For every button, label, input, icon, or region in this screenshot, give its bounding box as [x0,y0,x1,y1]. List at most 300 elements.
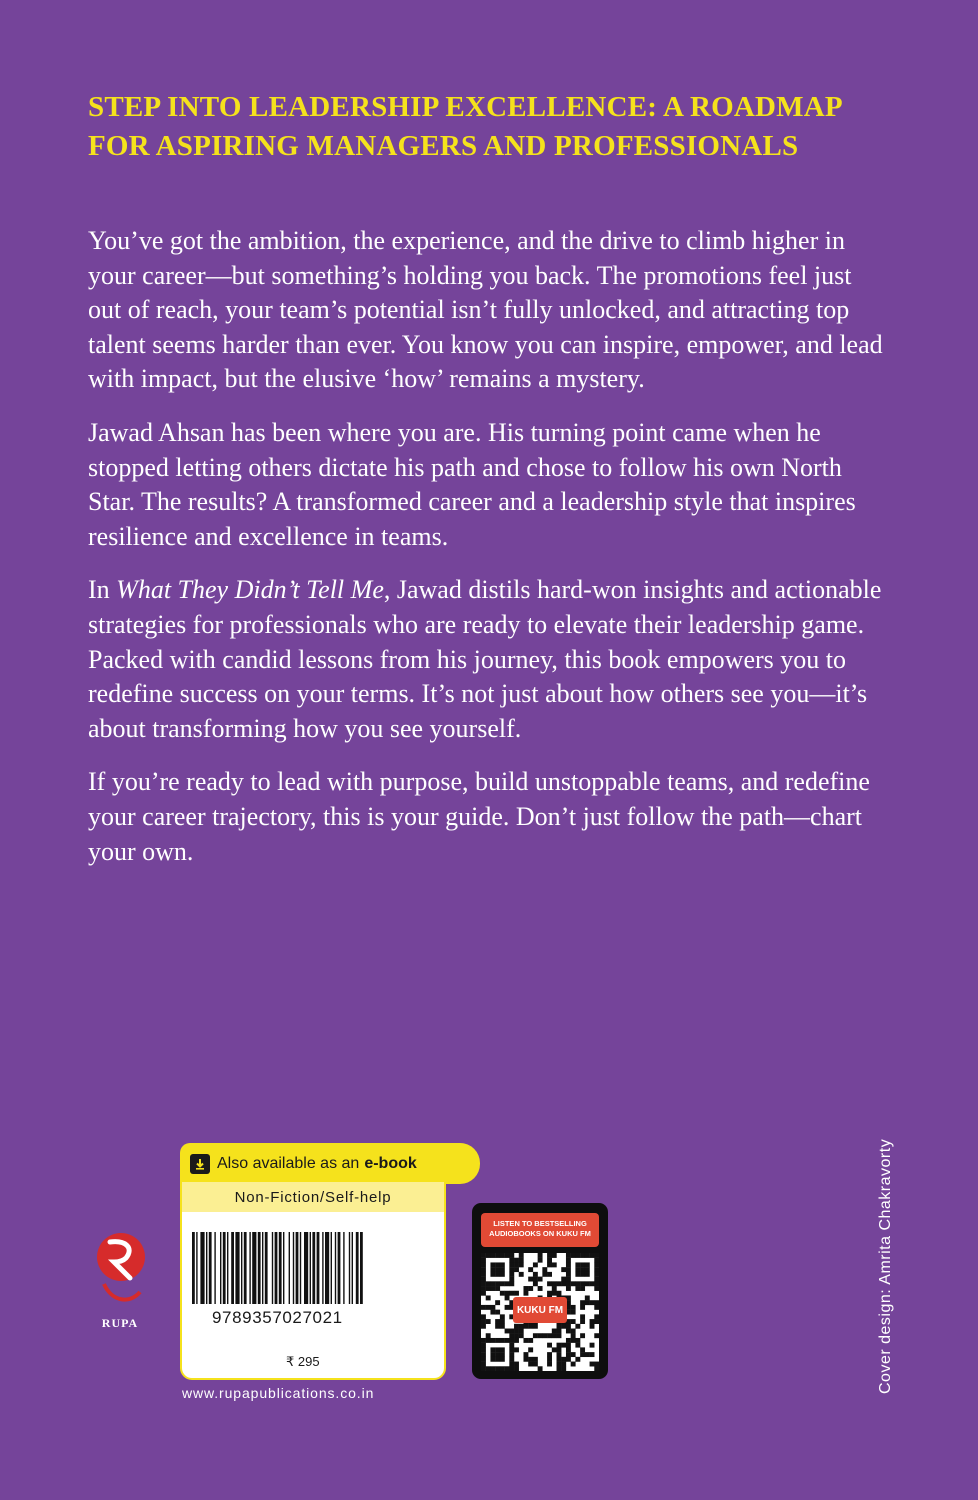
barcode-card [180,1180,446,1380]
qr-module [547,1352,552,1357]
qr-module [500,1267,505,1272]
cover-design-credit: Cover design: Amrita Chakravorty [877,1138,894,1394]
barcode-bar [272,1232,273,1304]
qr-module [509,1352,514,1357]
qr-module [495,1352,500,1357]
qr-module [594,1319,599,1324]
barcode-bars [190,1232,438,1307]
qr-module [490,1352,495,1357]
qr-module [557,1362,562,1367]
qr-module [509,1277,514,1282]
qr-module [486,1281,491,1286]
qr-module [523,1338,528,1343]
qr-module [561,1324,566,1329]
qr-module [514,1347,519,1352]
qr-module [514,1258,519,1263]
qr-module [500,1319,505,1324]
barcode-bar [209,1232,212,1304]
qr-module [590,1300,595,1305]
qr-module [542,1333,547,1338]
qr-module [486,1305,491,1310]
ebook-emphasis: e-book [364,1154,417,1172]
qr-module [580,1286,585,1291]
qr-module [547,1333,552,1338]
qr-module [495,1253,500,1258]
headline-line-1: STEP INTO LEADERSHIP EXCELLENCE: A ROADMAP [88,91,843,123]
qr-module [547,1258,552,1263]
barcode-bar [241,1232,242,1304]
qr-module [575,1357,580,1362]
qr-module [495,1324,500,1329]
qr-module [561,1343,566,1348]
qr-module [481,1277,486,1282]
qr-module [590,1281,595,1286]
qr-module [566,1324,571,1329]
qr-module [481,1343,486,1348]
qr-module [523,1286,528,1291]
qr-module [571,1310,576,1315]
qr-module [594,1281,599,1286]
blurb-paragraph-4: If you’re ready to lead with purpose, build unstoppable teams, and redefine your career trajectory, this is your guide. Don’t just follow the path—chart your own. [88,767,870,866]
qr-module [580,1333,585,1338]
qr-module [580,1272,585,1277]
qr-module [547,1253,552,1258]
barcode-bar [279,1232,282,1304]
qr-module [590,1362,595,1367]
barcode-bar [360,1232,363,1304]
qr-module [490,1357,495,1362]
barcode-bar [244,1232,247,1304]
qr-module [547,1362,552,1367]
qr-module [481,1357,486,1362]
blurb-p3-rest: , Jawad distils hard-won insights and actionable strategies for professionals who are ready to elevate their leadership game. Packed with candid lessons from his journey, this book empowers you to redefine success on your terms. It’s not just about how others see you—it’s about transforming how you see yourself. [88,575,882,743]
qr-module [509,1366,514,1371]
qr-module [547,1357,552,1362]
qr-module [547,1291,552,1296]
qr-module [590,1324,595,1329]
qr-module [495,1262,500,1267]
qr-module [509,1329,514,1334]
qr-module [575,1281,580,1286]
barcode-bar [335,1232,336,1304]
qr-module [561,1277,566,1282]
qr-module [566,1281,571,1286]
barcode-bar [317,1232,320,1304]
qr-module [528,1267,533,1272]
qr-module [571,1338,576,1343]
qr-module [561,1357,566,1362]
qr-module [505,1329,510,1334]
qr-module [481,1352,486,1357]
qr-module [557,1357,562,1362]
qr-module [575,1262,580,1267]
qr-module [519,1262,524,1267]
qr-module [594,1300,599,1305]
qr-module [509,1362,514,1367]
qr-module [594,1362,599,1367]
qr-module [490,1347,495,1352]
qr-module [486,1366,491,1371]
barcode-bar [258,1232,261,1304]
qr-module [571,1352,576,1357]
qr-module [585,1253,590,1258]
qr-module [557,1352,562,1357]
qr-module [552,1347,557,1352]
qr-module [561,1362,566,1367]
qr-module [566,1352,571,1357]
qr-module [547,1272,552,1277]
qr-module [481,1272,486,1277]
qr-module [490,1366,495,1371]
qr-module [538,1277,543,1282]
kuku-fm-badge: KUKU FM [513,1297,567,1323]
barcode-bar [196,1232,197,1304]
qr-module [514,1329,519,1334]
qr-module [538,1253,543,1258]
qr-module [552,1286,557,1291]
qr-module [481,1267,486,1272]
qr-module [557,1343,562,1348]
barcode-bar [249,1232,250,1304]
qr-module [547,1343,552,1348]
qr-module [486,1338,491,1343]
qr-module [495,1267,500,1272]
qr-module [585,1262,590,1267]
qr-module [523,1324,528,1329]
qr-module [575,1338,580,1343]
qr-module [481,1291,486,1296]
kuku-fm-card [472,1203,608,1379]
qr-module [538,1366,543,1371]
qr-module [500,1324,505,1329]
qr-module [514,1262,519,1267]
qr-module [575,1267,580,1272]
qr-module [486,1319,491,1324]
qr-module [490,1286,495,1291]
qr-module [594,1286,599,1291]
barcode-bar [312,1232,315,1304]
qr-module [490,1253,495,1258]
qr-module [500,1262,505,1267]
qr-module [490,1262,495,1267]
qr-module [538,1286,543,1291]
qr-module [571,1362,576,1367]
qr-module [519,1333,524,1338]
qr-module [523,1357,528,1362]
qr-module [495,1286,500,1291]
qr-module [566,1253,571,1258]
qr-module [500,1357,505,1362]
headline-line-2: FOR ASPIRING MANAGERS AND PROFESSIONALS [88,130,799,162]
qr-module [533,1262,538,1267]
qr-module [528,1357,533,1362]
qr-module [481,1253,486,1258]
qr-module [594,1262,599,1267]
qr-module [505,1281,510,1286]
barcode-bar [200,1232,204,1304]
qr-module [566,1357,571,1362]
qr-module [542,1272,547,1277]
qr-module [509,1253,514,1258]
barcode-bar [220,1232,221,1304]
qr-module [575,1324,580,1329]
qr-module [557,1281,562,1286]
qr-module [500,1338,505,1343]
qr-module [594,1366,599,1371]
qr-module [495,1272,500,1277]
qr-module [500,1347,505,1352]
qr-module [509,1343,514,1348]
qr-module [481,1362,486,1367]
barcode-bar [352,1232,353,1304]
qr-module [495,1281,500,1286]
qr-module [528,1324,533,1329]
qr-module [571,1333,576,1338]
qr-module [509,1347,514,1352]
qr-module [514,1362,519,1367]
barcode-bar [322,1232,323,1304]
qr-module [509,1258,514,1263]
qr-module [495,1300,500,1305]
qr-module [547,1262,552,1267]
qr-module [557,1291,562,1296]
qr-module [528,1362,533,1367]
barcode-bar [206,1232,207,1304]
qr-module [523,1352,528,1357]
book-title: What They Didn’t Tell Me [116,575,384,605]
download-icon [190,1154,210,1174]
qr-module [523,1291,528,1296]
ebook-prefix: Also available as an [217,1154,360,1172]
qr-module [519,1329,524,1334]
blurb-paragraph-2: Jawad Ahsan has been where you are. His turning point came when he stopped letting others dictate his path and chose to follow his own North Star. The results? A transformed career and a leadership style that inspires resilience and excellence in teams. [88,417,856,551]
qr-module [594,1277,599,1282]
qr-module [486,1295,491,1300]
qr-module [557,1333,562,1338]
qr-module [594,1314,599,1319]
qr-module [557,1324,562,1329]
qr-module [580,1319,585,1324]
barcode-bar [192,1232,195,1304]
qr-module [575,1272,580,1277]
qr-module [509,1357,514,1362]
qr-module [509,1281,514,1286]
qr-module [509,1267,514,1272]
qr-module [486,1333,491,1338]
qr-module [519,1258,524,1263]
qr-module [514,1267,519,1272]
qr-module [594,1272,599,1277]
qr-module [481,1324,486,1329]
qr-module [561,1267,566,1272]
qr-module [505,1291,510,1296]
qr-module [538,1333,543,1338]
qr-module [505,1295,510,1300]
qr-module [490,1281,495,1286]
blurb-paragraph-1: You’ve got the ambition, the experience, and the drive to climb higher in your career—but something’s holding you back. The promotions feel just out of reach, your team’s potential isn’t fully unlocked, and attracting top talent seems harder than ever. You know you can inspire, empower, and lead with impact, but the elusive ‘how’ remains a mystery. [88,226,883,394]
qr-module [585,1267,590,1272]
qr-module [519,1324,524,1329]
qr-module [557,1329,562,1334]
barcode-bar [338,1232,341,1304]
qr-module [505,1338,510,1343]
qr-module [495,1347,500,1352]
qr-module [571,1253,576,1258]
qr-module [590,1319,595,1324]
qr-module [514,1291,519,1296]
qr-module [533,1277,538,1282]
qr-module [514,1338,519,1343]
qr-module [533,1357,538,1362]
qr-module [580,1352,585,1357]
barcode-bar [356,1232,359,1304]
qr-module [585,1272,590,1277]
qr-module [481,1319,486,1324]
qr-module [528,1277,533,1282]
qr-module [481,1314,486,1319]
qr-module [590,1352,595,1357]
qr-module [528,1338,533,1343]
qr-module [561,1366,566,1371]
isbn-number: 9789357027021 [212,1308,343,1327]
qr-module [509,1333,514,1338]
qr-module [528,1347,533,1352]
kuku-banner: LISTEN TO BESTSELLING AUDIOBOOKS ON KUKU FM [481,1213,599,1247]
qr-module [566,1272,571,1277]
qr-module [571,1281,576,1286]
barcode-bar [304,1232,308,1304]
qr-module [490,1267,495,1272]
qr-module [481,1338,486,1343]
qr-module [590,1343,595,1348]
qr-module [481,1347,486,1352]
qr-module [575,1343,580,1348]
qr-module [533,1272,538,1277]
qr-module [580,1314,585,1319]
qr-module [481,1258,486,1263]
qr-module [575,1286,580,1291]
barcode-bar [252,1232,256,1304]
qr-module [514,1366,519,1371]
qr-module [580,1267,585,1272]
qr-module [571,1305,576,1310]
qr-module [557,1347,562,1352]
qr-module [566,1347,571,1352]
qr-module [500,1352,505,1357]
ebook-tab [180,1143,480,1184]
qr-module [580,1300,585,1305]
qr-module [495,1310,500,1315]
qr-module [594,1333,599,1338]
qr-module [500,1291,505,1296]
qr-module [552,1253,557,1258]
qr-module [514,1324,519,1329]
qr-module [594,1258,599,1263]
qr-module [538,1258,543,1263]
blurb-paragraph-3 [88,573,888,746]
barcode-bar [223,1232,226,1304]
qr-module [533,1281,538,1286]
qr-module [514,1333,519,1338]
qr-module [500,1281,505,1286]
qr-module [580,1305,585,1310]
qr-module [552,1262,557,1267]
qr-module [486,1253,491,1258]
barcode-bar [331,1232,332,1304]
qr-module [495,1338,500,1343]
qr-module [509,1338,514,1343]
qr-module [528,1286,533,1291]
barcode-bar [300,1232,301,1304]
barcode-bar [325,1232,329,1304]
qr-module [505,1253,510,1258]
qr-module [481,1366,486,1371]
qr-module [585,1281,590,1286]
qr-module [505,1366,510,1371]
qr-module [481,1281,486,1286]
qr-module [566,1343,571,1348]
barcode-bar [289,1232,290,1304]
publisher-website[interactable]: www.rupapublications.co.in [182,1385,375,1401]
qr-module [580,1347,585,1352]
qr-module [490,1338,495,1343]
qr-module [552,1281,557,1286]
qr-module [533,1324,538,1329]
barcode-bar [235,1232,239,1304]
qr-module [547,1281,552,1286]
qr-module [495,1357,500,1362]
publisher-name: RUPA [101,1316,139,1330]
qr-module [500,1253,505,1258]
qr-module [561,1281,566,1286]
qr-module [557,1366,562,1371]
qr-module [533,1362,538,1367]
qr-module [481,1286,486,1291]
rupa-logo-icon [96,1232,146,1314]
qr-module [590,1253,595,1258]
qr-module [486,1286,491,1291]
blurb [88,224,888,888]
qr-module [566,1277,571,1282]
qr-module [571,1319,576,1324]
qr-module [566,1262,571,1267]
qr-module [519,1253,524,1258]
qr-module [566,1286,571,1291]
qr-module [519,1272,524,1277]
barcode-bar [310,1232,311,1304]
qr-module [585,1295,590,1300]
barcode-bar [343,1232,344,1304]
qr-module [594,1253,599,1258]
barcode-bar [262,1232,263,1304]
barcode-bar [275,1232,278,1304]
qr-module [542,1267,547,1272]
qr-module [580,1281,585,1286]
qr-module [580,1253,585,1258]
barcode-bar [293,1232,294,1304]
qr-module [571,1329,576,1334]
qr-module [490,1305,495,1310]
barcode-bar [283,1232,284,1304]
qr-module [566,1329,571,1334]
qr-module [509,1262,514,1267]
qr-module [495,1366,500,1371]
genre-label: Non-Fiction/Self-help [182,1182,444,1212]
qr-module [481,1262,486,1267]
qr-module [509,1291,514,1296]
qr-module [500,1366,505,1371]
qr-module [566,1338,571,1343]
